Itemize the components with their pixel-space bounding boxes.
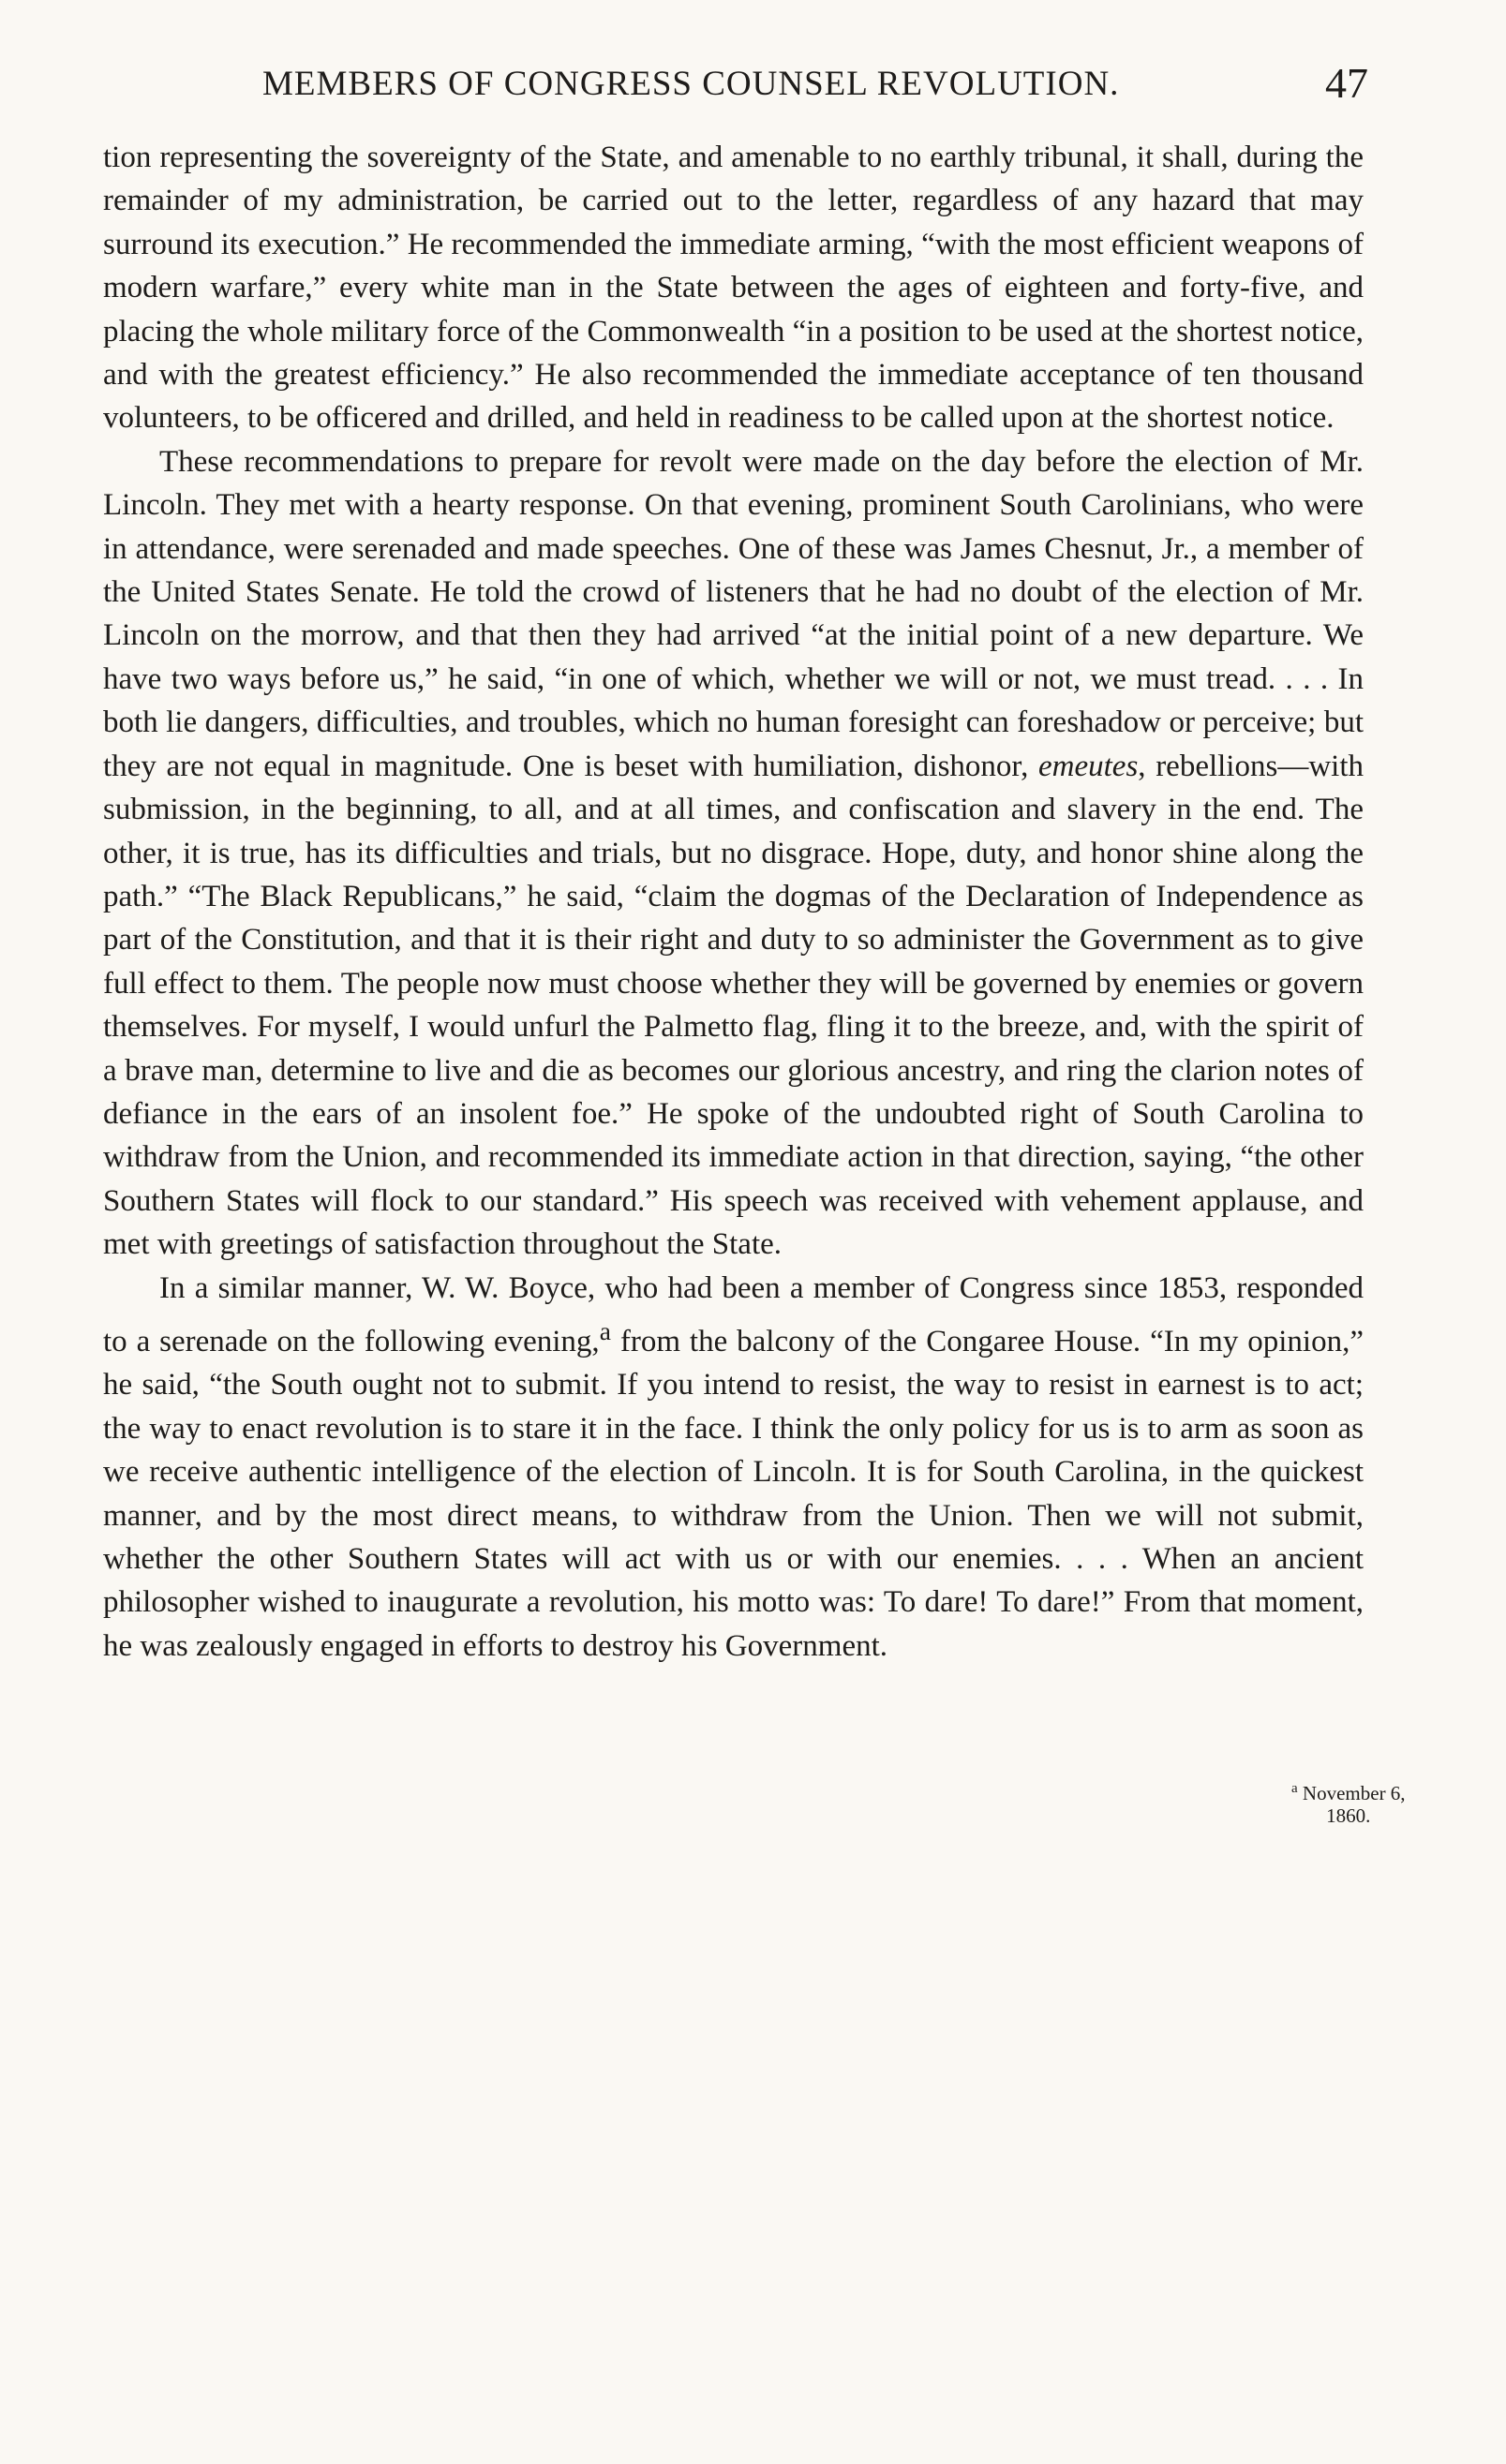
running-header [262,58,1368,111]
margin-note-year: 1860. [1326,1804,1371,1827]
margin-note-line1: November 6, [1302,1782,1406,1804]
margin-note [1291,1777,1406,1827]
footnote-marker: a [599,1315,611,1345]
text-run: tion representing the sovereignty of the State, and amenable to no earthly tribunal, it shall, during the remainder of my administration, be carried out to the letter, regardless of any hazard that may surround its execution.” He recommended the immediate arming, “with the most efficient weapons of modern warfare,” every white man in the State between the ages of eighteen and forty-five, and placing the whole military force of the Commonwealth “in a position to be used at the shortest notice, and with the greatest efficiency.” He also recommended the immediate acceptance of ten thousand volunteers, to be officered and drilled, and held in readiness to be called upon at the shortest notice. [103,141,1364,436]
margin-note-marker: a [1291,1781,1298,1796]
paragraph [103,440,1364,1267]
body-text [103,136,1364,1668]
text-run: These recommendations to prepare for revolt were made on the day before the election of Mr. Lincoln. They met with a hearty response. On that evening, prominent South Carolinians, who were in attendance, were serenaded and made speeches. One of these was James Chesnut, Jr., a member of the United States Senate. He told the crowd of listeners that he had no doubt of the election of Mr. Lincoln on the morrow, and that then they had arrived “at the initial point of a new departure. We have two ways before us,” he said, “in one of which, whether we will or not, we must tread. . . . In both lie dangers, difficulties, and troubles, which no human foresight can foreshadow or perceive; but they are not equal in magnitude. One is beset with humiliation, dishonor, [103,444,1364,783]
text-run: from the balcony of the Congaree House. “In my opinion,” he said, “the South ought not to submit. If you intend to resist, the way to resist in earnest is to act; the way to enact revolution is to stare it in the face. I think the only policy for us is to arm as soon as we receive authentic intelligence of the election of Lincoln. It is for South Carolina, in the quickest manner, and by the most direct means, to withdraw from the Union. Then we will not submit, whether the other Southern States will act with us or with our enemies. . . . When an ancient philosopher wished to inaugurate a revolution, his motto was: To dare! To dare!” From that moment, he was zealously engaged in efforts to destroy his Government. [103,1324,1364,1663]
margin-note-date [1291,1777,1406,1804]
paragraph [103,136,1364,440]
italic-term: emeutes [1038,749,1139,783]
text-run: , rebellions—with submission, in the beginning, to all, and at all times, and confiscation and slavery in the end. The other, it is true, has its difficulties and trials, but no disgrace. Hope, duty, and honor shine along the path.” “The Black Republicans,” he said, “claim the dogmas of the Declaration of Independence as part of the Constitution, and that it is their right and duty to so administer the Government as to give full effect to them. The people now must choose whether they will be governed by enemies or govern themselves. For myself, I would unfurl the Palmetto flag, fling it to the breeze, and, with the spirit of a brave man, determine to live and die as becomes our glorious ancestry, and ring the clarion notes of defiance in the ears of an insolent foe.” He spoke of the undoubted right of South Carolina to withdraw from the Union, and recommended its immediate action in that direction, saying, “the other Southern States will flock to our standard.” His speech was received with vehement applause, and met with greetings of satisfaction throughout the State. [103,749,1364,1262]
page-number: 47 [1325,59,1368,107]
paragraph [103,1267,1364,1669]
text-run: In a similar manner, W. W. Boyce, who had been a member of Congress since 1853, responded to a serenade on the following evening, [103,1270,1364,1358]
running-head-title: MEMBERS OF CONGRESS COUNSEL REVOLUTION. [262,65,1120,103]
